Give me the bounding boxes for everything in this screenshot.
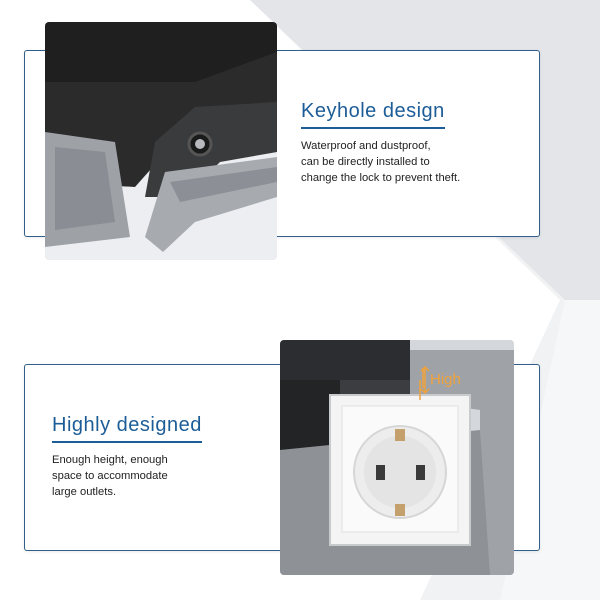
height-annotation-label: High (430, 371, 461, 388)
height-text-block (52, 414, 267, 500)
socket-photo (280, 340, 514, 575)
section-description-keyhole: Waterproof and dustproof, can be directly installed to change the lock to prevent theft. (301, 140, 461, 184)
keyhole-text-block (301, 100, 531, 186)
arrow-up-down-icon (420, 366, 430, 394)
section-description-height: Enough height, enough space to accommodate large outlets. (52, 454, 168, 498)
section-title-height: Highly designed (52, 414, 202, 443)
keyhole-closeup-photo (45, 22, 277, 260)
section-title-keyhole: Keyhole design (301, 100, 445, 129)
